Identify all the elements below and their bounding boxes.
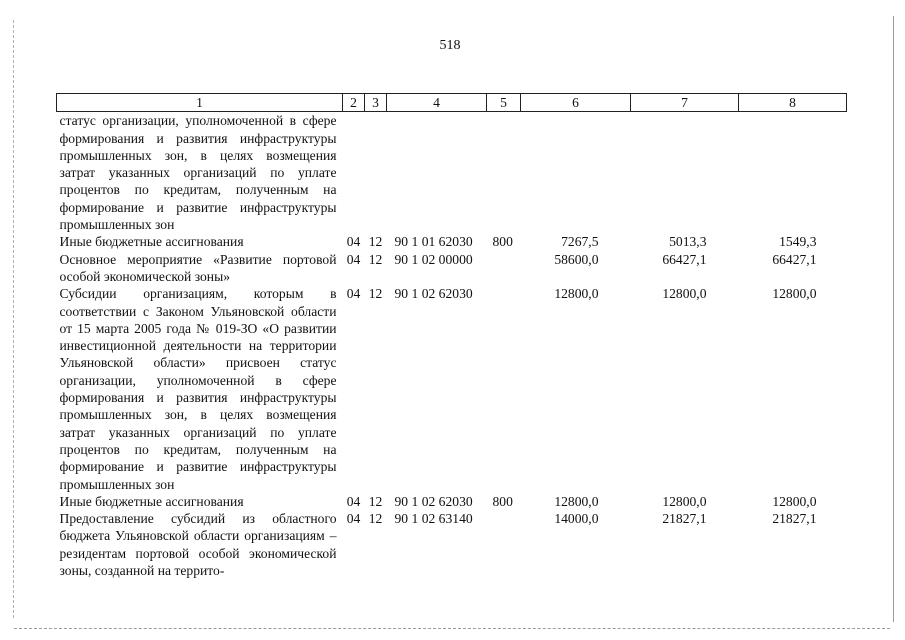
table-row bbox=[57, 285, 847, 493]
row-subsection: 12 bbox=[368, 286, 383, 302]
row-amount-2: 5013,3 bbox=[669, 234, 707, 250]
row-name: статус организации, уполномоченной в сфере формирования и развития инфраструктуры промышленных зон, в целях возмещения затрат указанных организаций по уплате процентов по кредитам, полученным на формирование и развитие инфраструктуры промышленных зон bbox=[59, 113, 337, 233]
column-header-3: 3 bbox=[365, 94, 387, 112]
row-amount-1: 14000,0 bbox=[554, 511, 599, 527]
row-target-article: 90 1 02 00000 bbox=[394, 251, 473, 267]
row-name: Основное мероприятие «Развитие портовой особой экономической зоны» bbox=[59, 251, 337, 284]
row-amount-3: 1549,3 bbox=[779, 234, 817, 250]
table-row bbox=[57, 251, 847, 286]
row-expense-type: 800 bbox=[492, 493, 513, 509]
row-target-article: 90 1 01 62030 bbox=[394, 234, 473, 250]
bottom-margin-rule bbox=[14, 628, 890, 629]
table-row bbox=[57, 510, 847, 579]
row-amount-3: 12800,0 bbox=[772, 286, 817, 302]
budget-table bbox=[56, 93, 847, 579]
column-header-1: 1 bbox=[57, 94, 343, 112]
row-subsection bbox=[365, 112, 387, 234]
row-amount-1: 58600,0 bbox=[554, 251, 599, 267]
row-amount-2: 12800,0 bbox=[662, 493, 707, 509]
row-amount-3: 21827,1 bbox=[772, 511, 817, 527]
row-amount-2: 66427,1 bbox=[662, 251, 707, 267]
column-header-6: 6 bbox=[521, 94, 631, 112]
row-name: Предоставление субсидий из областного бюджета Ульяновской области организациям – резидентам портовой особой экономической зоны, созданной на террито- bbox=[59, 511, 337, 579]
column-header-8: 8 bbox=[739, 94, 847, 112]
row-subsection: 12 bbox=[368, 234, 383, 250]
row-subsection: 12 bbox=[368, 251, 383, 267]
row-expense-type bbox=[487, 251, 521, 286]
row-target-article bbox=[387, 112, 487, 234]
row-section: 04 bbox=[346, 511, 361, 527]
row-section: 04 bbox=[346, 493, 361, 509]
row-amount-1: 7267,5 bbox=[561, 234, 599, 250]
row-section: 04 bbox=[346, 286, 361, 302]
table-row bbox=[57, 233, 847, 250]
row-name: Субсидии организациям, которым в соответствии с Законом Ульяновской области от 15 марта 2005 года № 019-ЗО «О развитии инвестиционной деятельности на территории Ульяновской области» присвоен статус организации, уполномоченной в сфере формирования и развития инфраструктуры промышленных зон, в целях возмещения затрат указанных организаций по уплате процентов по кредитам, полученным на формирование и развитие инфраструктуры промышленных зон bbox=[59, 286, 337, 492]
row-target-article: 90 1 02 62030 bbox=[394, 493, 473, 509]
row-amount-2: 21827,1 bbox=[662, 511, 707, 527]
table-row bbox=[57, 112, 847, 234]
table-row bbox=[57, 493, 847, 510]
row-expense-type bbox=[487, 510, 521, 579]
left-margin-rule bbox=[13, 20, 14, 618]
row-name: Иные бюджетные ассигнования bbox=[59, 234, 244, 250]
column-header-5: 5 bbox=[487, 94, 521, 112]
row-amount-1: 12800,0 bbox=[554, 493, 599, 509]
row-subsection: 12 bbox=[368, 493, 383, 509]
row-amount-1 bbox=[521, 112, 631, 234]
column-header-2: 2 bbox=[343, 94, 365, 112]
row-amount-2 bbox=[631, 112, 739, 234]
page-number: 518 bbox=[439, 38, 461, 53]
row-amount-1: 12800,0 bbox=[554, 286, 599, 302]
row-amount-3 bbox=[739, 112, 847, 234]
row-expense-type: 800 bbox=[492, 234, 513, 250]
column-header-4: 4 bbox=[387, 94, 487, 112]
row-amount-2: 12800,0 bbox=[662, 286, 707, 302]
row-expense-type bbox=[487, 285, 521, 493]
header-row bbox=[57, 94, 847, 112]
right-margin-rule bbox=[893, 16, 894, 622]
row-amount-3: 66427,1 bbox=[772, 251, 817, 267]
column-header-7: 7 bbox=[631, 94, 739, 112]
row-section: 04 bbox=[346, 251, 361, 267]
row-section: 04 bbox=[346, 234, 361, 250]
row-expense-type bbox=[487, 112, 521, 234]
row-target-article: 90 1 02 63140 bbox=[394, 511, 473, 527]
row-target-article: 90 1 02 62030 bbox=[394, 286, 473, 302]
row-name: Иные бюджетные ассигнования bbox=[59, 493, 244, 509]
row-amount-3: 12800,0 bbox=[772, 493, 817, 509]
row-subsection: 12 bbox=[368, 511, 383, 527]
row-section bbox=[343, 112, 365, 234]
